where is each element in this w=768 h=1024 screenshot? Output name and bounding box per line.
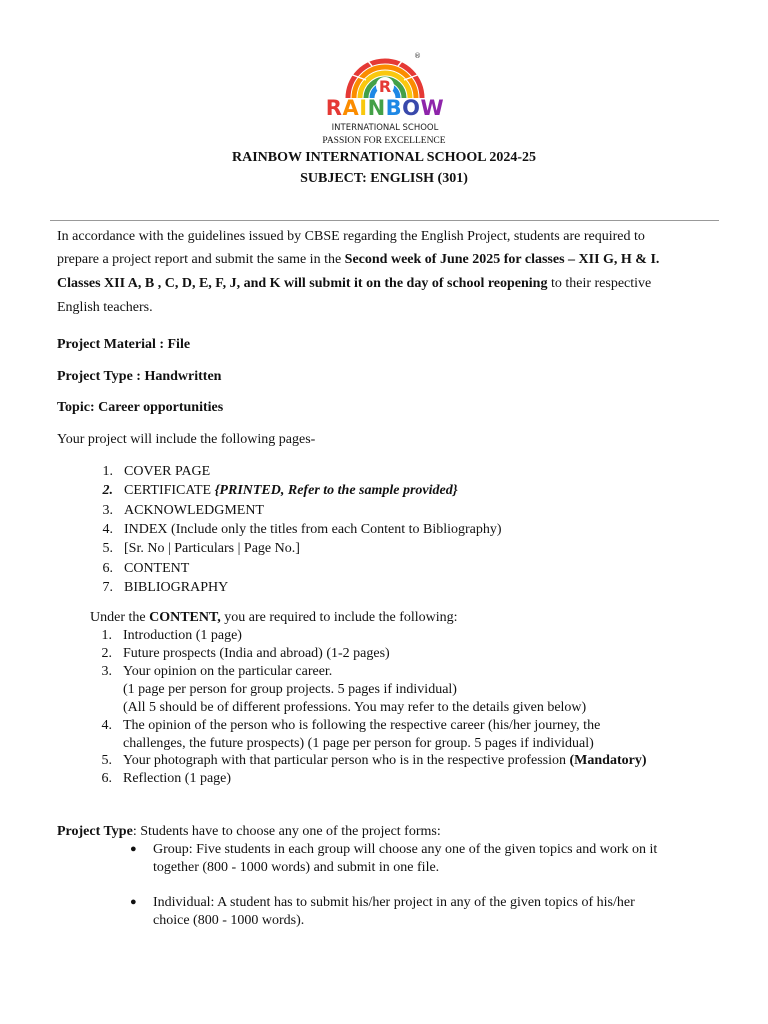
brand-letter: R: [325, 96, 343, 120]
project-forms-text: : Students have to choose any one of the project forms:: [132, 824, 441, 839]
list-number: 4.: [102, 522, 113, 537]
list-item: BIBLIOGRAPHY: [124, 580, 229, 595]
school-logo: [320, 44, 450, 144]
list-item: ACKNOWLEDGMENT: [124, 503, 264, 518]
content-intro-text: you are required to include the following:: [220, 610, 458, 625]
brand-letter: A: [342, 96, 360, 120]
list-item: Introduction (1 page): [123, 628, 242, 643]
intro-text: to their respective: [547, 276, 652, 291]
brand-letter: B: [385, 96, 403, 120]
list-item: Future prospects (India and abroad) (1-2 pages): [123, 646, 390, 661]
pages-intro: Your project will include the following pages-: [57, 432, 316, 447]
project-type-handwritten: Project Type : Handwritten: [57, 369, 222, 384]
project-topic: Topic: Career opportunities: [57, 400, 224, 415]
school-tagline: PASSION FOR EXCELLENCE: [322, 136, 446, 146]
logo-letter: R: [378, 77, 392, 96]
certificate-note: {PRINTED, Refer to the sample provided}: [214, 483, 458, 498]
list-item-continuation: (All 5 should be of different professions. You may refer to the details given below): [123, 700, 587, 715]
individual-option: Individual: A student has to submit his/her project in any of the given topics of his/her: [153, 895, 635, 910]
intro-line-1: In accordance with the guidelines issued by CBSE regarding the English Project, students are required to: [57, 229, 645, 244]
brand-letter: N: [367, 96, 386, 120]
list-number: 4.: [101, 718, 112, 733]
list-number: 5.: [102, 541, 113, 556]
list-item: Reflection (1 page): [123, 771, 232, 786]
list-number: 2.: [101, 646, 112, 661]
header-divider: [50, 220, 719, 221]
list-item-continuation: challenges, the future prospects) (1 page per person for group. 5 pages if individual): [123, 736, 594, 751]
brand-letter: O: [402, 96, 421, 120]
intro-classes-bold: Classes XII A, B , C, D, E, F, J, and K will submit it on the day of school reopening: [57, 276, 548, 291]
logo-wordmark: [320, 98, 450, 119]
intro-line-3: [57, 272, 651, 296]
list-item: CONTENT: [124, 561, 190, 576]
list-item: INDEX (Include only the titles from each Content to Bibliography): [124, 522, 502, 537]
list-item: Your opinion on the particular career.: [123, 664, 333, 679]
individual-option-continuation: choice (800 - 1000 words).: [153, 913, 305, 928]
list-item-text: Your photograph with that particular person who is in the respective profession: [123, 753, 570, 768]
list-item-text: CERTIFICATE: [124, 483, 215, 498]
intro-line-2: [57, 248, 659, 272]
list-item: COVER PAGE: [124, 464, 211, 479]
school-title: RAINBOW INTERNATIONAL SCHOOL 2024-25: [231, 150, 537, 165]
group-option-continuation: together (800 - 1000 words) and submit in one file.: [153, 860, 440, 875]
list-number: 5.: [101, 753, 112, 768]
content-intro-text: Under the: [90, 610, 150, 625]
content-keyword: CONTENT,: [149, 610, 221, 625]
registered-mark: ®: [414, 52, 421, 60]
list-item: The opinion of the person who is following the respective career (his/her journey, the: [123, 718, 601, 733]
list-number: 3.: [102, 503, 113, 518]
intro-line-4: English teachers.: [57, 300, 153, 315]
mandatory-note: (Mandatory): [569, 753, 647, 768]
logo-subtitle: INTERNATIONAL SCHOOL: [331, 123, 439, 133]
project-material: Project Material : File: [57, 337, 191, 352]
list-number: 2.: [102, 483, 113, 498]
list-number: 6.: [102, 561, 113, 576]
list-number: 1.: [102, 464, 113, 479]
bullet-icon: ●: [130, 843, 137, 855]
list-item: [Sr. No | Particulars | Page No.]: [124, 541, 300, 556]
bullet-icon: ●: [130, 896, 137, 908]
group-option: Group: Five students in each group will choose any one of the given topics and work on it: [153, 842, 658, 857]
list-item-continuation: (1 page per person for group projects. 5 pages if individual): [123, 682, 457, 697]
brand-letter: W: [420, 96, 445, 120]
intro-text: prepare a project report and submit the same in the: [57, 252, 345, 267]
list-number: 6.: [101, 771, 112, 786]
list-number: 1.: [101, 628, 112, 643]
brand-letter: I: [359, 96, 368, 120]
intro-deadline-bold: Second week of June 2025 for classes – XII G, H & I.: [344, 252, 660, 267]
list-number: 3.: [101, 664, 112, 679]
list-number: 7.: [102, 580, 113, 595]
subject-title: SUBJECT: ENGLISH (301): [300, 171, 468, 186]
project-type-label: Project Type: [57, 824, 133, 839]
